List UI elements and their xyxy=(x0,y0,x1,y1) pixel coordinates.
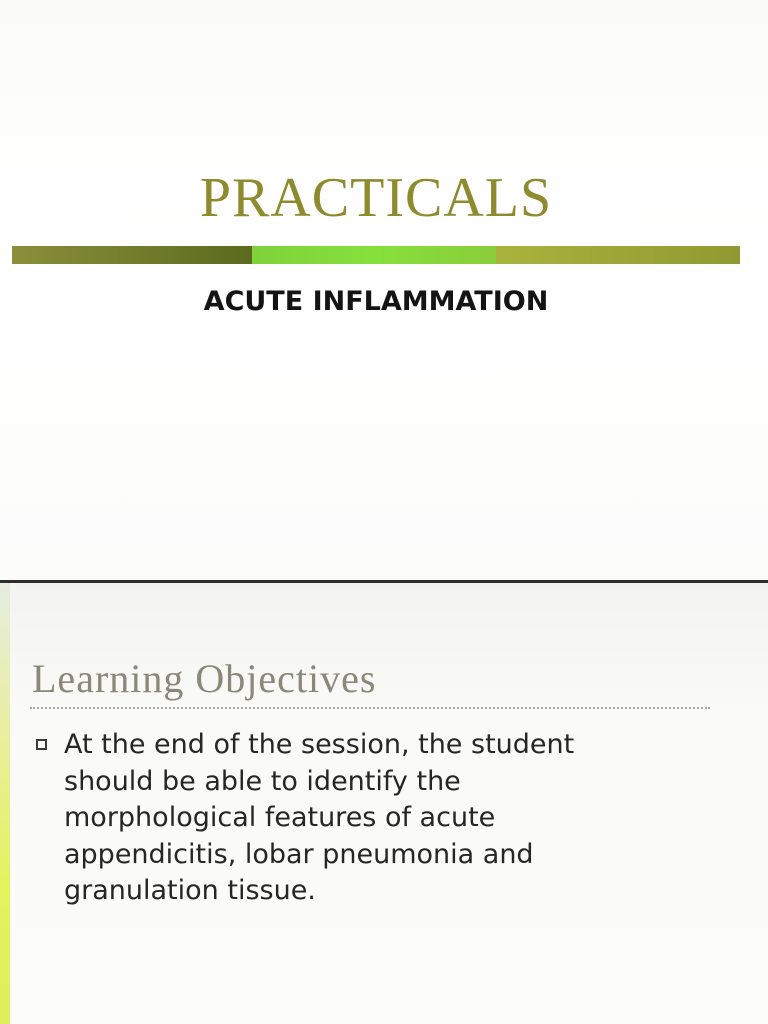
slide-left-accent-edge xyxy=(0,583,10,1024)
objective-line: appendicitis, lobar pneumonia and xyxy=(64,838,534,870)
slide-subtitle: ACUTE INFLAMMATION xyxy=(203,286,549,317)
objective-line: should be able to identify the xyxy=(64,765,461,797)
underline-segment-olive xyxy=(496,246,740,264)
slide-title: PRACTICALS xyxy=(199,167,553,229)
title-underline-bar xyxy=(12,246,740,264)
objective-text xyxy=(64,727,664,910)
heading-dotted-rule xyxy=(30,707,710,709)
objective-line: morphological features of acute xyxy=(64,802,496,833)
objective-line: At the end of the session, the student xyxy=(64,729,575,760)
objectives-heading: Learning Objectives xyxy=(32,656,377,701)
objectives-slide xyxy=(0,583,768,1024)
hollow-square-bullet-icon xyxy=(36,739,47,750)
underline-segment-dark-olive xyxy=(12,246,252,264)
objective-line: granulation tissue. xyxy=(64,875,316,906)
underline-segment-bright-green xyxy=(252,246,496,264)
